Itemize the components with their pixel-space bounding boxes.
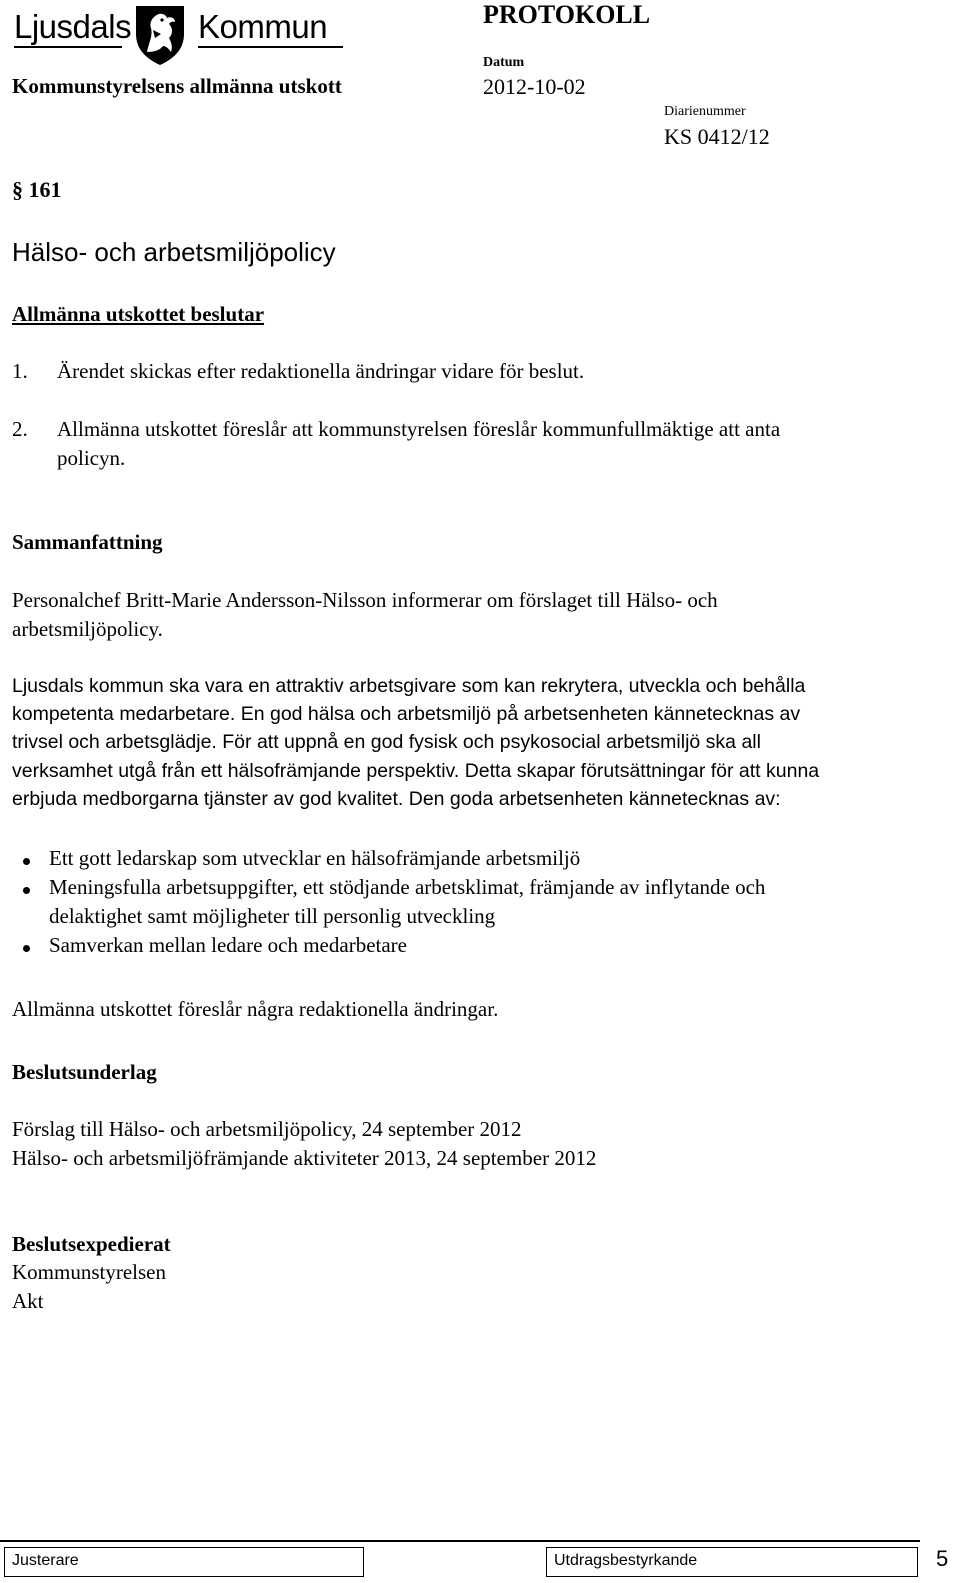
municipality-logo (14, 4, 344, 64)
committee-name: Kommunstyrelsens allmänna utskott (12, 74, 342, 98)
case-title: Hälso- och arbetsmiljöpolicy (12, 237, 336, 267)
summary-paragraph-1-line-2: arbetsmiljöpolicy. (12, 617, 163, 641)
registry-number-label: Diarienummer (664, 104, 746, 119)
bullet-item-3: Samverkan mellan ledare och medarbetare (49, 933, 407, 957)
document-type: PROTOKOLL (483, 0, 651, 29)
footer (0, 1540, 960, 1583)
logo-text-left: Ljusdals (14, 8, 132, 45)
summary-heading: Sammanfattning (12, 530, 163, 554)
bullet-item-2-line-1: Meningsfulla arbetsuppgifter, ett stödjande arbetsklimat, främjande av inflytande och (49, 875, 766, 899)
logo-underline-right (198, 46, 343, 48)
logo-text-right: Kommun (198, 8, 328, 45)
decision-item-2-line-1: Allmänna utskottet föreslår att kommunstyrelsen föreslår kommunfullmäktige att anta (57, 417, 781, 441)
summary-paragraph-1-line-1: Personalchef Britt-Marie Andersson-Nilsson informerar om förslaget till Hälso- och (12, 588, 718, 612)
dispatch-line-2: Akt (12, 1289, 44, 1313)
dispatch-line-1: Kommunstyrelsen (12, 1260, 166, 1284)
decision-item-1-text: Ärendet skickas efter redaktionella ändringar vidare för beslut. (57, 359, 585, 383)
summary-paragraph-2-line-4: verksamhet utgå från ett hälsofrämjande perspektiv. Detta skapar förutsättningar för att kunna (12, 760, 820, 782)
basis-heading: Beslutsunderlag (12, 1060, 157, 1084)
summary-paragraph-2-line-3: trivsel och arbetsglädje. För att uppnå en god fysisk och psykosocial arbetsmiljö ska all (12, 731, 761, 753)
basis-line-1: Förslag till Hälso- och arbetsmiljöpolicy, 24 september 2012 (12, 1117, 522, 1141)
decision-item-2-line-2: policyn. (57, 446, 126, 470)
extract-label: Utdragsbestyrkande (554, 1552, 698, 1569)
decision-item-1-number: 1. (12, 359, 28, 383)
page-number: 5 (936, 1546, 949, 1571)
bullet-item-1: Ett gott ledarskap som utvecklar en hälsofrämjande arbetsmiljö (49, 846, 581, 870)
coat-of-arms-icon (133, 4, 187, 66)
dispatch-heading: Beslutsexpedierat (12, 1232, 171, 1256)
summary-paragraph-2-line-5: erbjuda medborgarna tjänster av god kvalitet. Den goda arbetsenheten kännetecknas av: (12, 788, 781, 810)
bullet-icon (23, 945, 30, 952)
decision-item-2-number: 2. (12, 417, 28, 441)
basis-line-2: Hälso- och arbetsmiljöfrämjande aktiviteter 2013, 24 september 2012 (12, 1146, 597, 1170)
registry-number-value: KS 0412/12 (664, 124, 770, 149)
summary-paragraph-2-line-2: kompetenta medarbetare. En god hälsa och arbetsmiljö på arbetsenheten kännetecknas av (12, 703, 801, 725)
logo-underline-left (14, 46, 122, 48)
summary-closing: Allmänna utskottet föreslår några redaktionella ändringar. (12, 997, 499, 1021)
paragraph-number: § 161 (12, 177, 62, 202)
bullet-item-2-line-2: delaktighet samt möjligheter till personlig utveckling (49, 904, 496, 928)
adjuster-label: Justerare (12, 1552, 79, 1569)
decision-heading: Allmänna utskottet beslutar (12, 302, 265, 326)
date-value: 2012-10-02 (483, 74, 586, 99)
bullet-icon (23, 887, 30, 894)
summary-paragraph-2-line-1: Ljusdals kommun ska vara en attraktiv arbetsgivare som kan rekrytera, utveckla och behålla (12, 675, 806, 697)
footer-rule (0, 1540, 920, 1542)
bullet-icon (23, 858, 30, 865)
date-label: Datum (483, 55, 525, 70)
